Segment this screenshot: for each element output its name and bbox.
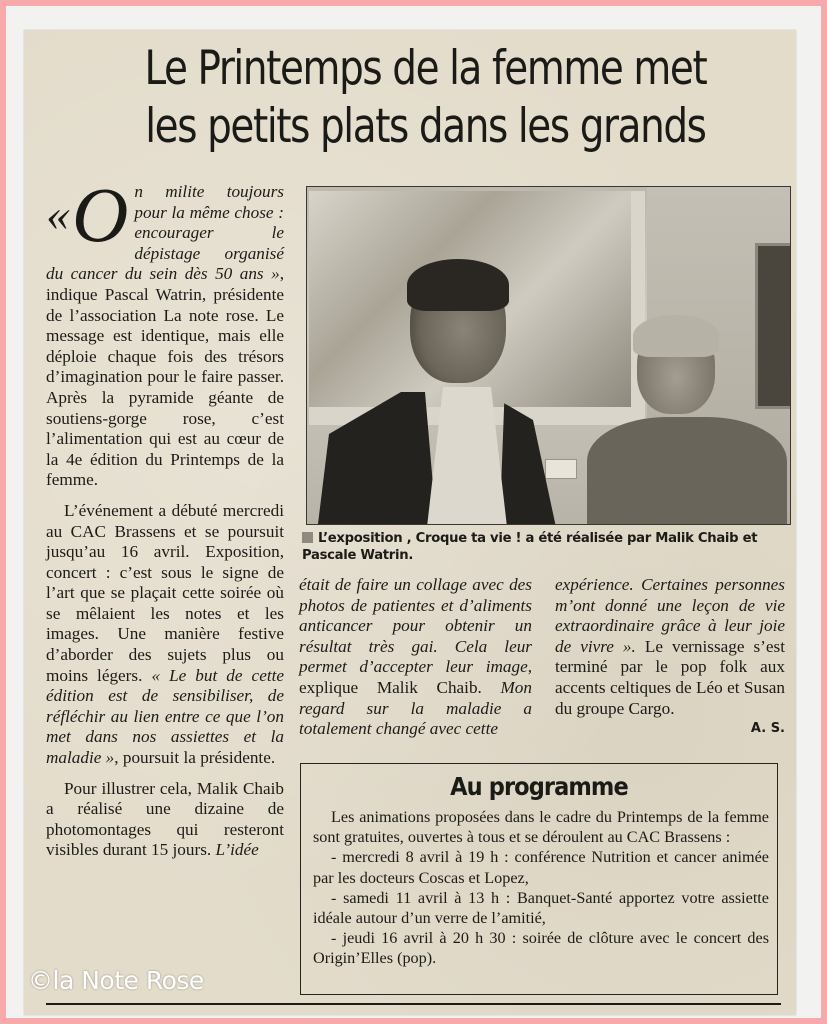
article-photo	[306, 186, 791, 525]
programme-item: - mercredi 8 avril à 19 h : conférence Nutrition et cancer animée par les docteurs Coscas et Lopez,	[313, 848, 769, 887]
article-column-1	[46, 171, 284, 861]
quote-italic: n milite toujours pour la même chose : encourager le dépistage organisé du cancer du sein dès 50 ans »	[46, 182, 284, 284]
paragraph-3	[46, 779, 284, 861]
wall-plaque	[545, 459, 577, 479]
column-2-italic-a: était de faire un collage avec des photos de patientes et d’aliments anticancer pour obtenir un résultat très gai. Cela leur permet d’accepter leur image	[299, 575, 532, 677]
woman-body	[587, 417, 787, 525]
paragraph-2-end: , poursuit la présidente.	[114, 748, 276, 768]
opening-guillemet: «	[46, 188, 70, 241]
column-2-plain: , explique Malik Chaib.	[299, 657, 532, 697]
framed-picture	[755, 243, 791, 409]
drop-cap-letter: O	[72, 171, 129, 258]
author-signature: A. S.	[750, 721, 785, 737]
woman-hair	[633, 315, 719, 357]
column-3-paragraph	[555, 575, 785, 719]
article-column-3	[555, 575, 785, 739]
paragraph-2	[46, 501, 284, 769]
headline	[62, 40, 724, 156]
paragraph-3-italic: L’idée	[215, 840, 259, 860]
headline-line-2: les petits plats dans les grands	[145, 99, 706, 154]
programme-item: - samedi 11 avril à 13 h : Banquet-Santé apportez votre assiette idéale autour d’un verre de l’amitié,	[313, 888, 769, 928]
column-2-paragraph	[299, 575, 532, 740]
programme-item: - jeudi 16 avril à 20 h 30 : soirée de clôture avec le concert des Origin’Elles (pop).	[313, 929, 769, 968]
headline-line-1: Le Printemps de la femme met	[144, 41, 707, 96]
drop-cap	[46, 171, 129, 258]
paragraph-1	[46, 171, 284, 491]
programme-body	[313, 807, 769, 969]
article-column-2	[299, 575, 532, 740]
watermark: ©la Note Rose	[28, 966, 204, 995]
caption-text: L’exposition , Croque ta vie ! a été réalisée par Malik Chaib et Pascale Watrin.	[302, 531, 758, 563]
column-3-italic: expérience. Certaines personnes m’ont donné une leçon de vie extraordinaire grâce à leur joie de vivre ».	[555, 575, 785, 656]
paragraph-2-text: L’événement a débuté mercredi au CAC Brassens et se poursuit jusqu’au 16 avril. Exposition, concert : c’est sous le signe de l’art que se plaçait cette soirée où se mêlaient les notes et les images. Une manière festive d’aborder des sujets plus ou moins légers.	[46, 500, 284, 685]
photo-caption	[302, 530, 792, 564]
column-3-plain: Le vernissage s’est terminé par le pop folk aux accents celtiques de Léo et Susan du groupe Cargo.	[555, 636, 785, 718]
caption-square-icon	[302, 532, 313, 543]
column-2-italic-b: Mon regard sur la maladie a totalement changé avec cette	[299, 677, 532, 739]
programme-intro: Les animations proposées dans le cadre du Printemps de la femme sont gratuites, ouvertes à tous et se déroulent au CAC Brassens :	[313, 808, 769, 847]
paragraph-1-text: , indique Pascal Watrin, présidente de l’association La note rose. Le message est identique, mais elle déploie chaque fois des trésors d’imagination pour le faire passer. Après la pyramide géante de soutiens-gorge rose, c’est l’alimentation qui est au cœur de la 4e édition du Printemps de la femme.	[46, 264, 284, 490]
programme-box	[300, 763, 778, 995]
bottom-rule	[46, 1003, 781, 1005]
paragraph-3-text: Pour illustrer cela, Malik Chaib a réalisé une dizaine de photomontages qui resteront visibles durant 15 jours.	[46, 778, 284, 860]
programme-title: Au programme	[450, 772, 628, 801]
paragraph-2-quote: « Le but de cette édition est de sensibiliser, de réfléchir au lien entre ce que l’on met dans nos assiettes et la maladie »	[46, 665, 284, 768]
man-hair	[407, 259, 509, 311]
